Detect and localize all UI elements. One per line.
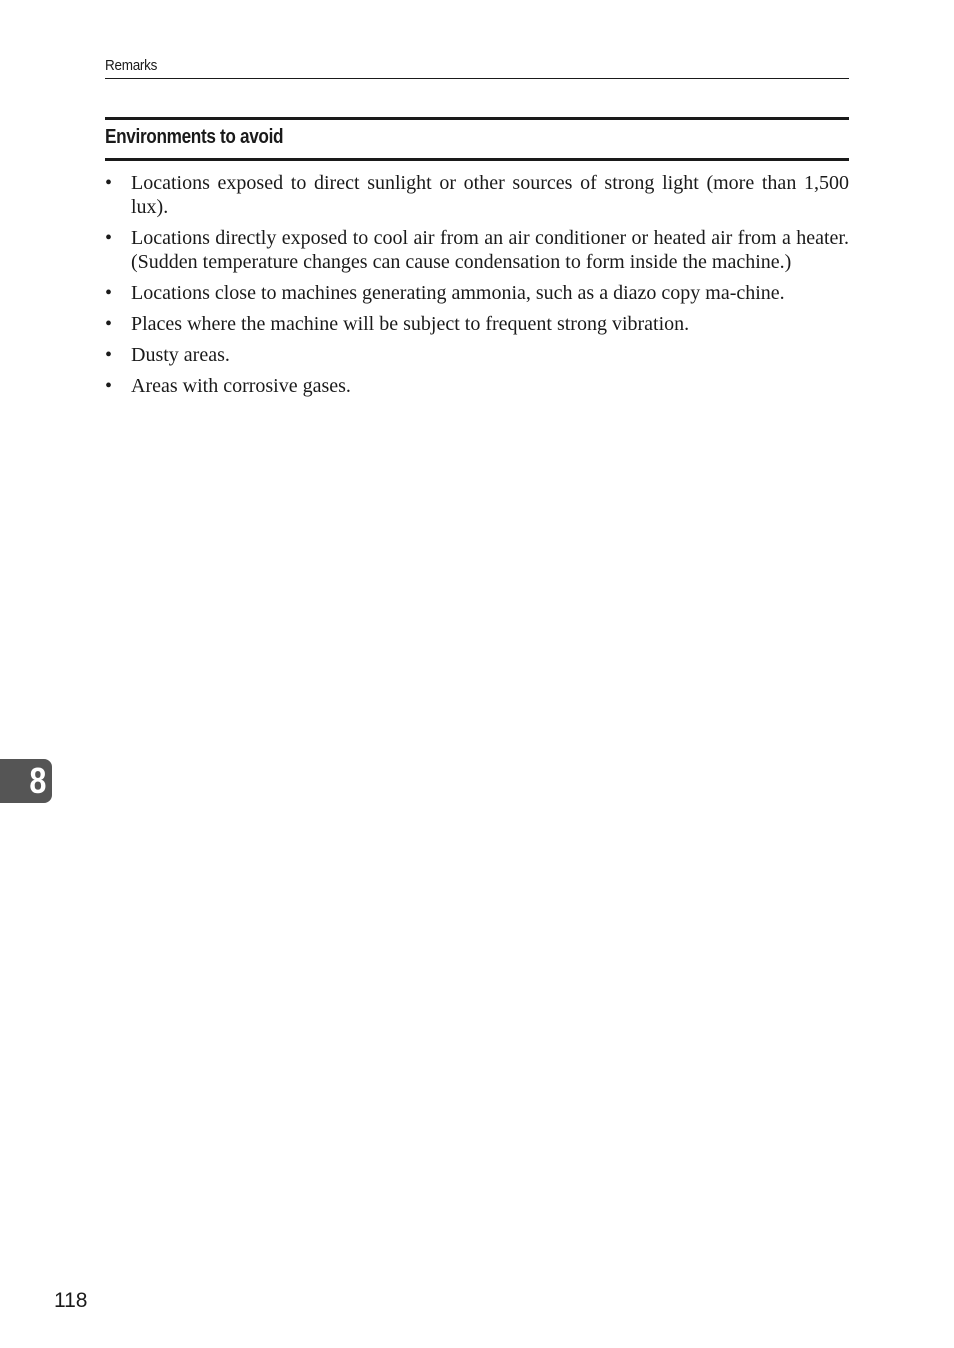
chapter-tab <box>0 759 52 803</box>
list-item-text: Areas with corrosive gases. <box>131 375 351 397</box>
list-item <box>105 171 849 219</box>
list-item-text: Locations exposed to direct sunlight or other sources of strong light (more than 1,500 lux). <box>131 172 849 218</box>
chapter-number: 8 <box>29 760 47 801</box>
bullet-icon: • <box>105 313 113 335</box>
list-item <box>105 226 849 274</box>
list-item <box>105 374 849 398</box>
list-item <box>105 343 849 367</box>
running-header: Remarks <box>105 57 158 74</box>
list-item-text: Places where the machine will be subject to frequent strong vibration. <box>131 313 690 335</box>
list-item <box>105 312 849 336</box>
list-item-text: Locations directly exposed to cool air from an air conditioner or heated air from a heater. (Sudden temperature changes can cause condensation to form inside the machine.) <box>131 227 849 273</box>
bullet-icon: • <box>105 375 113 397</box>
environment-list <box>105 171 849 405</box>
header-rule <box>105 78 849 79</box>
section-title: Environments to avoid <box>105 126 284 148</box>
section-rule-bottom <box>105 158 849 161</box>
list-item-text: Dusty areas. <box>131 344 230 366</box>
bullet-icon: • <box>105 227 113 249</box>
list-item-text: Locations close to machines generating ammonia, such as a diazo copy ma-chine. <box>131 282 785 304</box>
list-item <box>105 281 849 305</box>
bullet-icon: • <box>105 282 113 304</box>
bullet-icon: • <box>105 172 113 194</box>
bullet-icon: • <box>105 344 113 366</box>
page-number: 118 <box>54 1289 88 1312</box>
section-rule-top <box>105 117 849 120</box>
